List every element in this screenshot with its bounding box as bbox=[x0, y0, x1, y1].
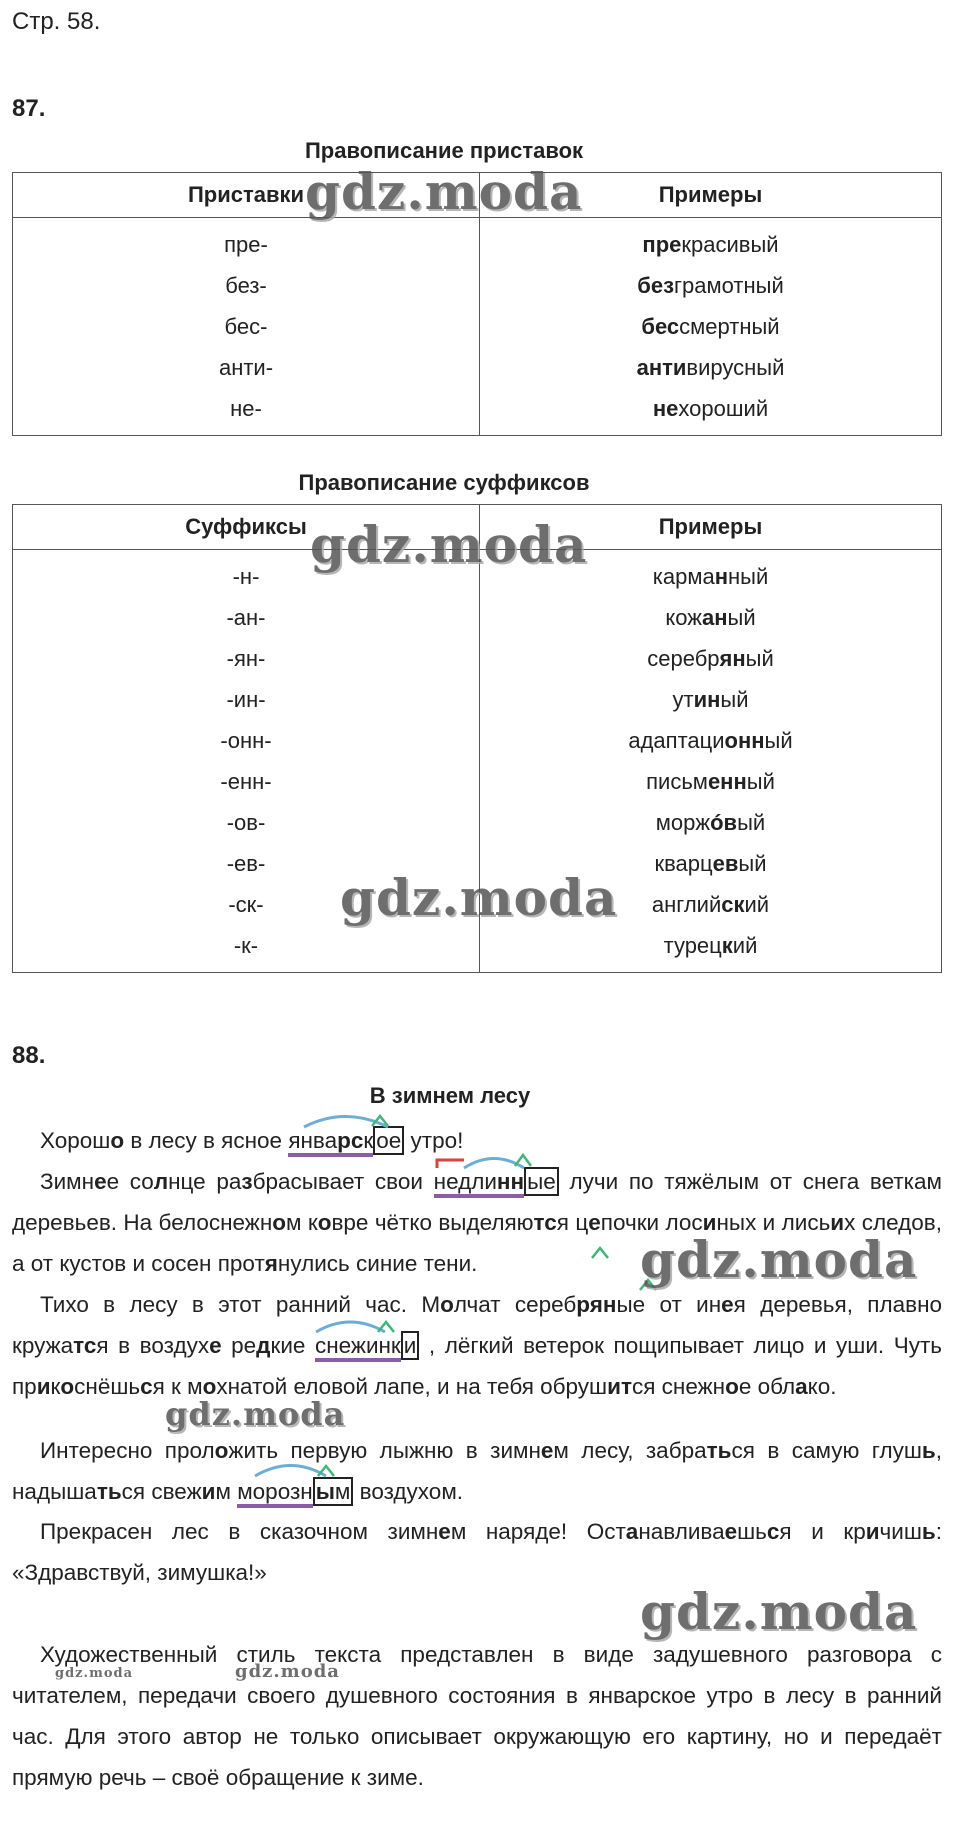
highlighted-morpheme: к bbox=[721, 932, 733, 958]
morpheme-cell: -ан- bbox=[13, 597, 480, 638]
morpheme-cell: -онн- bbox=[13, 720, 480, 761]
word-part: морж bbox=[655, 809, 711, 835]
example-cell bbox=[480, 388, 942, 436]
word-part: адаптаци bbox=[628, 727, 725, 753]
table-row bbox=[13, 802, 942, 843]
table-row bbox=[13, 597, 942, 638]
word-part: вирусный bbox=[686, 354, 785, 380]
morpheme-cell: -ев- bbox=[13, 843, 480, 884]
table-row bbox=[13, 761, 942, 802]
watermark: gdz.moda bbox=[640, 1582, 918, 1641]
essay-paragraph-4: Интересно проложить первую лыжню в зимнем лесу, забраться в самую глушь, надышаться свежим морозн ым воздухом. bbox=[12, 1430, 942, 1512]
watermark: gdz.moda bbox=[340, 868, 618, 927]
word-part: ый bbox=[720, 686, 749, 712]
morpheme-cell: -енн- bbox=[13, 761, 480, 802]
table-row bbox=[13, 218, 942, 266]
watermark: gdz.moda bbox=[55, 1666, 134, 1681]
highlighted-morpheme: óв bbox=[710, 809, 738, 835]
example-cell bbox=[480, 720, 942, 761]
word-part: ый bbox=[745, 645, 774, 671]
morpheme-cell: -н- bbox=[13, 550, 480, 598]
example-cell bbox=[480, 679, 942, 720]
essay-paragraph-1: Хорошо в лесу в ясное январск ое утро! bbox=[12, 1120, 942, 1161]
prefixes-header-cell: Приставки bbox=[13, 173, 480, 218]
word-part: серебр bbox=[647, 645, 720, 671]
word-part: ий bbox=[744, 891, 770, 917]
morpheme-cell: не- bbox=[13, 388, 480, 436]
essay-paragraph-3: Тихо в лесу в этот ранний час. Молчат серебряные от инея деревья, плавно кружатся в воздухе редкие снежинк и , лёгкий ветерок пощипывает лицо и уши. Чуть прикоснёшься к мохнатой еловой лапе, и на тебя обрушится снежное облако. bbox=[12, 1292, 943, 1399]
page-reference: Стр. 58. bbox=[12, 8, 101, 35]
example-cell bbox=[480, 638, 942, 679]
morpheme-cell: без- bbox=[13, 265, 480, 306]
examples-header-cell: Примеры bbox=[480, 173, 942, 218]
prefixes-table-title: Правописание приставок bbox=[304, 138, 584, 163]
example-cell bbox=[480, 802, 942, 843]
essay-conclusion: Художественный стиль текста представлен в виде задушевного разговора с читателем, передачи своего душевного состояния в январское утро в лесу в ранний час. Для этого автор не только описывает окружающую его картину, но и передаёт прямую речь – своё обращение к зиме. bbox=[12, 1642, 942, 1790]
table-row bbox=[13, 388, 942, 436]
highlighted-morpheme: онн bbox=[724, 727, 765, 753]
morpheme-cell: -ин- bbox=[13, 679, 480, 720]
highlighted-morpheme: ан bbox=[701, 604, 728, 630]
word-part: смертный bbox=[679, 313, 780, 339]
watermark: gdz.moda bbox=[310, 515, 588, 574]
watermark: gdz.moda bbox=[235, 1661, 340, 1682]
morpheme-cell: бес- bbox=[13, 306, 480, 347]
word-part: ый bbox=[737, 809, 766, 835]
highlighted-morpheme: пре bbox=[642, 231, 682, 257]
morpheme-cell: -к- bbox=[13, 925, 480, 973]
word-part: ый bbox=[764, 727, 793, 753]
example-cell bbox=[480, 306, 942, 347]
highlighted-morpheme: бес bbox=[641, 313, 680, 339]
essay-paragraph-2: Зимнее солнце разбрасывает свои недлинн ые лучи по тяжёлым от снега веткам деревьев. На белоснежном ковре чётко выделяются цепочки лосиных и лисьих следов, а от кустов и сосен протянулись синие тени. bbox=[12, 1169, 943, 1276]
word-part: кож bbox=[665, 604, 702, 630]
word-part: кварц bbox=[654, 850, 713, 876]
highlighted-morpheme: анти bbox=[636, 354, 687, 380]
word-part: турец bbox=[663, 932, 722, 958]
table-row bbox=[13, 720, 942, 761]
example-cell bbox=[480, 597, 942, 638]
word-part: ый bbox=[746, 768, 775, 794]
word-part: ый bbox=[727, 604, 756, 630]
table-row bbox=[13, 265, 942, 306]
highlighted-morpheme: ин bbox=[693, 686, 721, 712]
example-cell bbox=[480, 265, 942, 306]
example-cell bbox=[480, 761, 942, 802]
word-part: ый bbox=[738, 850, 767, 876]
example-cell bbox=[480, 347, 942, 388]
morpheme-cell: -ск- bbox=[13, 884, 480, 925]
morpheme-cell: -ян- bbox=[13, 638, 480, 679]
watermark: gdz.moda bbox=[305, 162, 583, 221]
word-part: красивый bbox=[681, 231, 779, 257]
table-row bbox=[13, 306, 942, 347]
word-part: карма bbox=[652, 563, 715, 589]
morpheme-cell: анти- bbox=[13, 347, 480, 388]
table-row bbox=[13, 679, 942, 720]
word-part: грамотный bbox=[674, 272, 784, 298]
highlighted-morpheme: без bbox=[637, 272, 675, 298]
highlighted-morpheme: н bbox=[714, 563, 728, 589]
suffixes-header-cell: Суффиксы bbox=[13, 505, 480, 550]
word-part: ный bbox=[727, 563, 769, 589]
exercise-88-number: 88. bbox=[12, 1042, 46, 1069]
essay-paragraph-5: Прекрасен лес в сказочном зимнем наряде! Останавливаешься и кричишь: «Здравствуй, зимушка!» bbox=[12, 1519, 942, 1585]
example-cell bbox=[480, 925, 942, 973]
word-part: хороший bbox=[678, 395, 769, 421]
highlighted-morpheme: ев bbox=[712, 850, 739, 876]
highlighted-morpheme: не bbox=[652, 395, 679, 421]
morpheme-cell: -ов- bbox=[13, 802, 480, 843]
highlighted-morpheme: ск bbox=[721, 891, 745, 917]
essay-title: В зимнем лесу bbox=[369, 1083, 531, 1108]
table-row bbox=[13, 925, 942, 973]
morpheme-cell: пре- bbox=[13, 218, 480, 266]
watermark: gdz.moda bbox=[165, 1395, 346, 1433]
exercise-87-number: 87. bbox=[12, 95, 46, 122]
word-part: письм bbox=[646, 768, 708, 794]
word-part: ий bbox=[732, 932, 758, 958]
highlighted-morpheme: ян bbox=[719, 645, 746, 671]
word-part: ут bbox=[672, 686, 694, 712]
table-row bbox=[13, 638, 942, 679]
table-row bbox=[13, 347, 942, 388]
word-part: англий bbox=[651, 891, 722, 917]
example-cell bbox=[480, 218, 942, 266]
highlighted-morpheme: енн bbox=[707, 768, 747, 794]
examples-header-cell: Примеры bbox=[480, 505, 942, 550]
suffixes-table-title: Правописание суффиксов bbox=[298, 470, 590, 495]
watermark: gdz.moda bbox=[640, 1230, 918, 1289]
